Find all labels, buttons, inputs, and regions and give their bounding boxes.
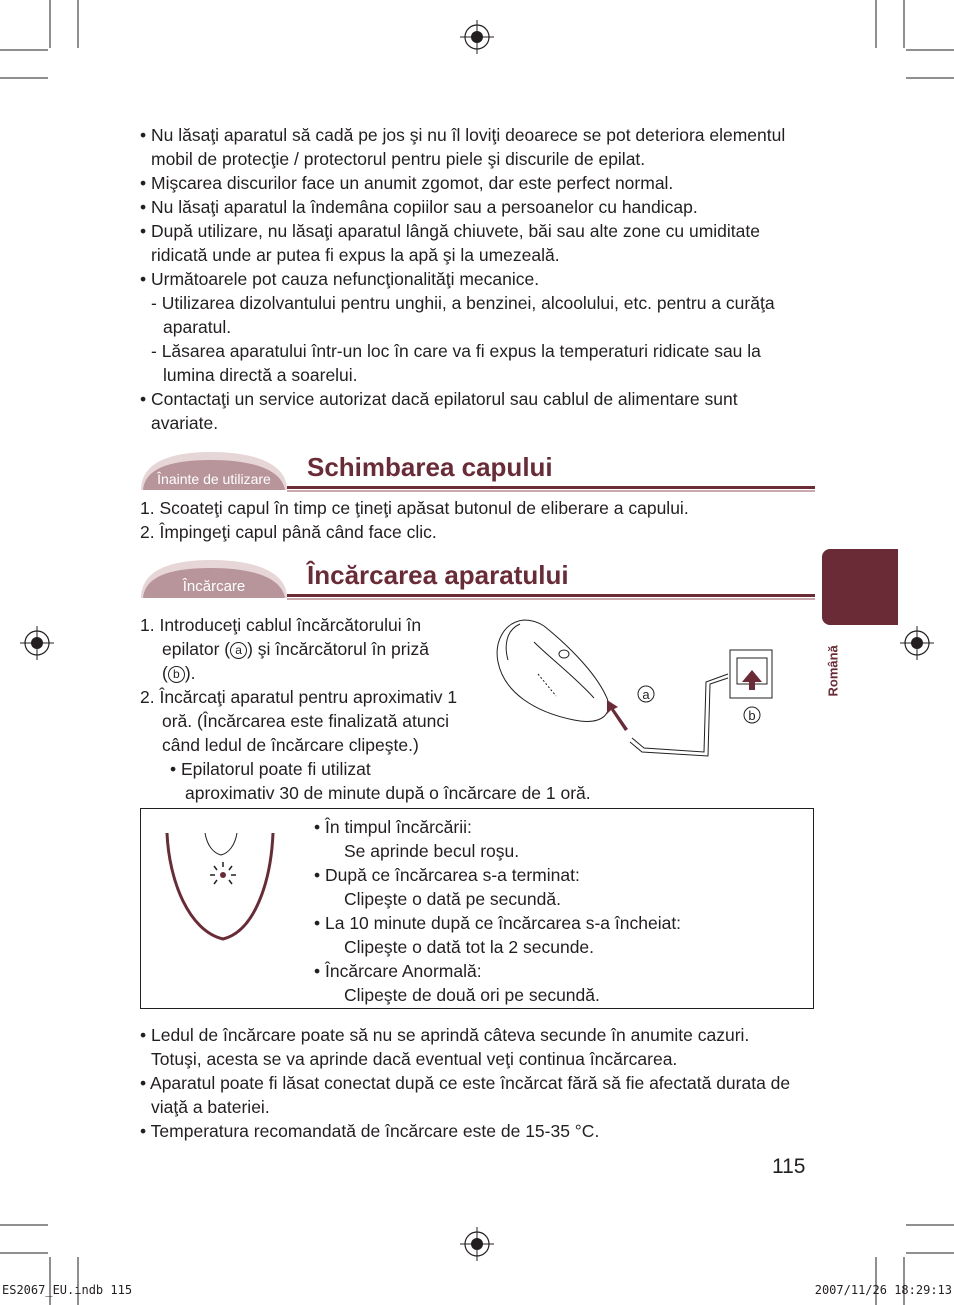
list-item: • În timpul încărcării:: [314, 817, 472, 837]
section-tab-label: Încărcare: [182, 578, 246, 595]
list-item: - Lăsarea aparatului într-un loc în care va fi expus la temperaturi ridicate sau la: [151, 341, 761, 361]
list-item: • Nu lăsaţi aparatul la îndemâna copiilor sau a persoanelor cu handicap.: [140, 197, 698, 217]
list-item: • Aparatul poate fi lăsat conectat după ce este încărcat fără să fie afectată durata de: [140, 1073, 791, 1093]
section1-steps: [140, 496, 689, 544]
list-item: viaţă a bateriei.: [151, 1097, 270, 1117]
list-item: când ledul de încărcare clipeşte.): [162, 735, 419, 755]
registration-mark-icon: [900, 626, 934, 660]
list-item: • Epilatorul poate fi utilizat: [170, 759, 371, 779]
section-rule: [287, 594, 815, 600]
list-item: Clipeşte o dată tot la 2 secunde.: [344, 937, 595, 957]
list-item: • După ce încărcarea s-a terminat:: [314, 865, 580, 885]
language-label: Română: [825, 645, 841, 697]
language-tab: [822, 549, 898, 625]
marker-b: b: [168, 666, 185, 683]
list-item: • Contactaţi un service autorizat dacă epilatorul sau cablul de alimentare sunt: [140, 389, 738, 409]
list-item: 2. Încărcaţi aparatul pentru aproximativ 1: [140, 687, 458, 707]
registration-mark-icon: [460, 20, 494, 54]
list-item: avariate.: [151, 413, 219, 433]
callout-a: a: [642, 687, 650, 702]
list-item: • Temperatura recomandată de încărcare este de 15-35 °C.: [140, 1121, 600, 1141]
list-item: epilator ( a ) şi încărcătorul în priză: [162, 639, 429, 659]
section-title: Schimbarea capului: [307, 452, 553, 482]
footer-timestamp: 2007/11/26 18:29:13: [814, 1283, 952, 1297]
list-item: ridicată unde ar putea fi expus la apă şi la umezeală.: [151, 245, 560, 265]
list-item: 1. Scoateţi capul în timp ce ţineţi apăsat butonul de eliberare a capului.: [140, 498, 689, 518]
list-item: • Ledul de încărcare poate să nu se aprindă câteva secunde în anumite cazuri.: [140, 1025, 750, 1045]
section-tab-before-use: [141, 450, 287, 490]
list-item: • Următoarele pot cauza nefuncţionalităţi mecanice.: [140, 269, 540, 289]
registration-mark-icon: [20, 626, 54, 660]
list-item: 2. Împingeţi capul până când face clic.: [140, 522, 437, 542]
list-item: Clipeşte de două ori pe secundă.: [344, 985, 600, 1005]
list-item: oră. (Încărcarea este finalizată atunci: [162, 711, 449, 731]
list-item: • Mişcarea discurilor face un anumit zgomot, dar este perfect normal.: [140, 173, 674, 193]
callout-b: b: [748, 708, 756, 723]
page-number: 115: [772, 1155, 806, 1178]
charging-illustration: [494, 612, 784, 757]
list-item: mobil de protecţie / protectorul pentru piele şi discurile de epilat.: [151, 149, 646, 169]
precautions-list: [140, 123, 785, 435]
list-item: aproximativ 30 de minute după o încărcare de 1 oră.: [185, 783, 591, 803]
list-item: lumina directă a soarelui.: [163, 365, 358, 385]
list-item: 1. Introduceţi cablul încărcătorului în: [140, 615, 422, 635]
registration-mark-icon: [460, 1227, 494, 1261]
list-item: • Nu lăsaţi aparatul să cadă pe jos şi nu îl loviţi deoarece se pot deteriora elementul: [140, 125, 786, 145]
list-item: Se aprinde becul roşu.: [344, 841, 520, 861]
list-item: • După utilizare, nu lăsaţi aparatul lângă chiuvete, băi sau alte zone cu umiditate: [140, 221, 760, 241]
marker-a: a: [230, 642, 247, 659]
list-item: Totuşi, acesta se va aprinde dacă eventual veţi continua încărcarea.: [151, 1049, 678, 1069]
list-item: ( b ).: [162, 663, 196, 683]
list-item: • Încărcare Anormală:: [314, 961, 482, 981]
charging-notes-list: [140, 1023, 790, 1143]
list-item: Clipeşte o dată pe secundă.: [344, 889, 561, 909]
section-rule: [287, 486, 815, 492]
led-status-box: [140, 808, 814, 1009]
section-tab-label: Înainte de utilizare: [157, 471, 271, 487]
footer-file-info: ES2067_EU.indb 115: [2, 1283, 133, 1297]
list-item: • La 10 minute după ce încărcarea s-a încheiat:: [314, 913, 682, 933]
section-tab-charging: [141, 558, 287, 598]
led-status-list: [314, 815, 681, 1007]
list-item: aparatul.: [163, 317, 232, 337]
led-indicator-illustration: [163, 831, 275, 943]
section-title: Încărcarea aparatului: [307, 560, 569, 590]
list-item: - Utilizarea dizolvantului pentru unghii, a benzinei, alcoolului, etc. pentru a curăţa: [151, 293, 775, 313]
